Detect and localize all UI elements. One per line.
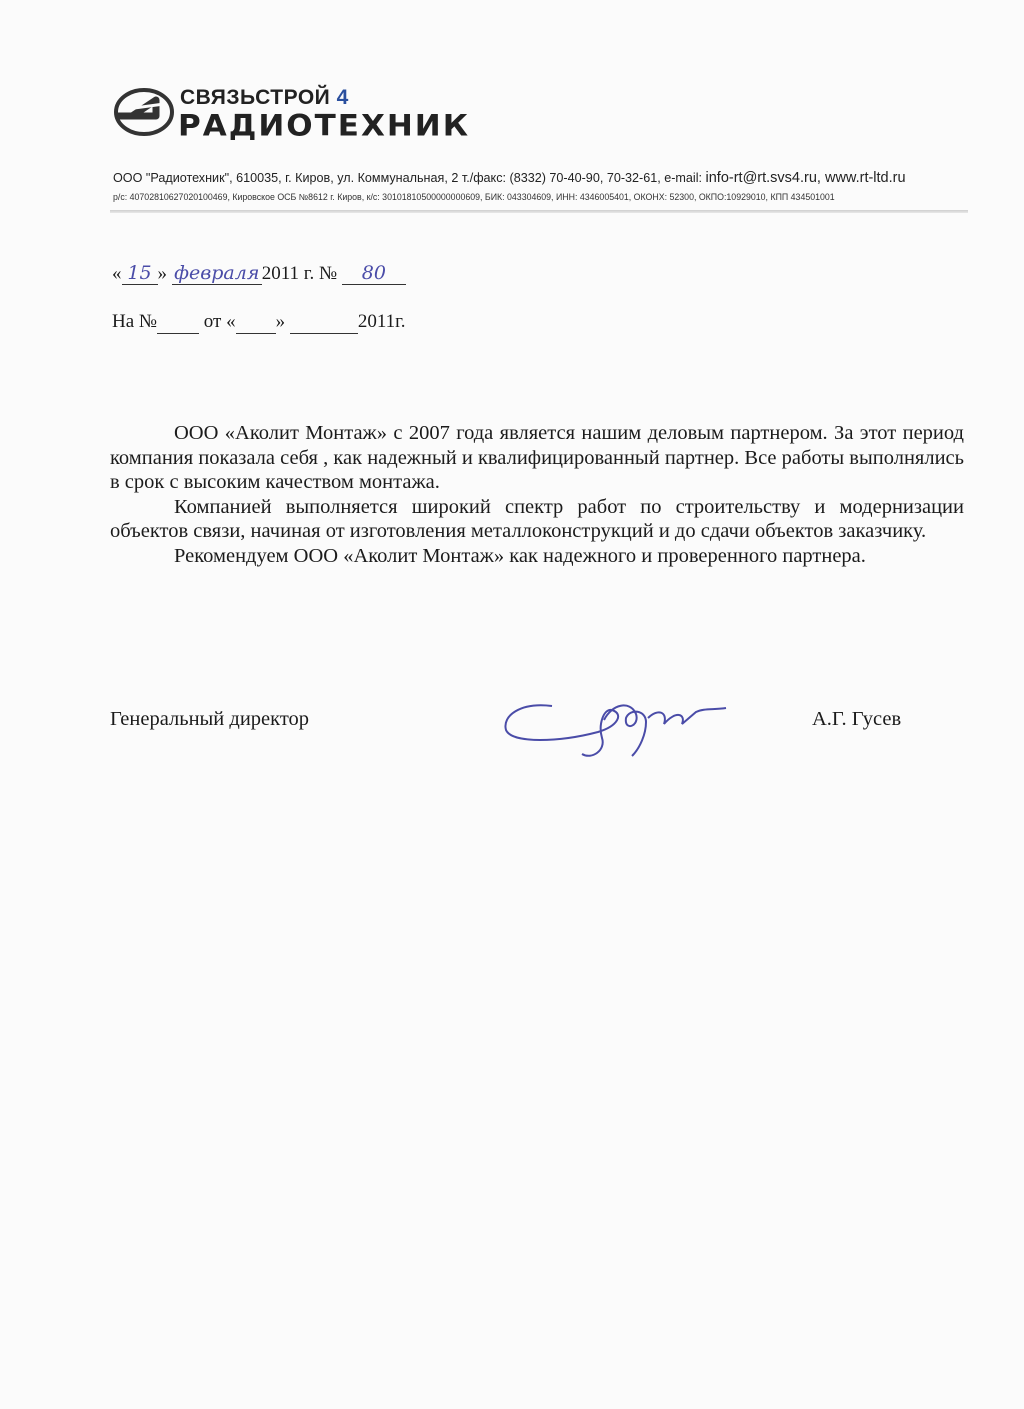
ref-year: 2011г.	[357, 311, 406, 332]
date-close-quote: »	[157, 263, 167, 284]
signatory-title: Генеральный директор	[110, 708, 310, 730]
ref-from: от «	[203, 311, 236, 332]
date-month: февраля	[172, 262, 262, 285]
brand-number: 4	[336, 86, 349, 109]
brand-name-line2: РАДИОТЕХНИК	[178, 108, 471, 144]
body-paragraph: Компанией выполняется широкий спектр работ по строительству и модернизации объектов связи, начиная от изготовления металлоконструкций и до сдачи объектов заказчику.	[110, 495, 964, 543]
company-logo-icon	[112, 86, 176, 138]
company-address	[113, 170, 965, 186]
bank-details: р/с: 40702810627020100469, Кировское ОСБ №8612 г. Киров, к/с: 30101810500000000609, БИК: 043304609, ИНН: 4346005401, ОКОНХ: 52300, ОКПО:10929010, КПП 434501001	[113, 192, 835, 202]
header-divider	[110, 210, 968, 213]
handwritten-signature	[500, 684, 740, 769]
date-open-quote: «	[112, 263, 122, 284]
body-paragraph: ООО «Аколит Монтаж» с 2007 года является нашим деловым партнером. За этот период компания показала себя , как надежный и квалифицированный партнер. Все работы выполнялись в срок с высоким качеством монтажа.	[110, 422, 964, 494]
ref-number-blank	[157, 311, 199, 334]
brand-name-text: СВЯЗЬСТРОЙ	[180, 86, 331, 109]
outgoing-number: 80	[342, 262, 406, 285]
ref-month-blank	[290, 311, 358, 334]
body-paragraph: Рекомендуем ООО «Аколит Монтаж» как надежного и проверенного партнера.	[174, 544, 866, 567]
web-contacts: info-rt@rt.svs4.ru, www.rt-ltd.ru	[705, 170, 906, 186]
letter-body	[110, 421, 964, 569]
address-text: ООО "Радиотехник", 610035, г. Киров, ул. Коммунальная, 2 т./факс: (8332) 70-40-90, 70-32-61, e-mail:	[113, 171, 706, 185]
reference-line	[112, 311, 406, 334]
signatory-name: А.Г. Гусев	[812, 708, 902, 730]
date-line	[112, 262, 406, 285]
brand-name-line1	[180, 86, 349, 110]
ref-day-blank	[236, 311, 276, 334]
ref-close-quote: »	[275, 311, 286, 332]
date-year-label: 2011 г. №	[261, 263, 338, 284]
ref-prefix: На №	[112, 311, 158, 332]
date-day: 15	[122, 262, 158, 285]
